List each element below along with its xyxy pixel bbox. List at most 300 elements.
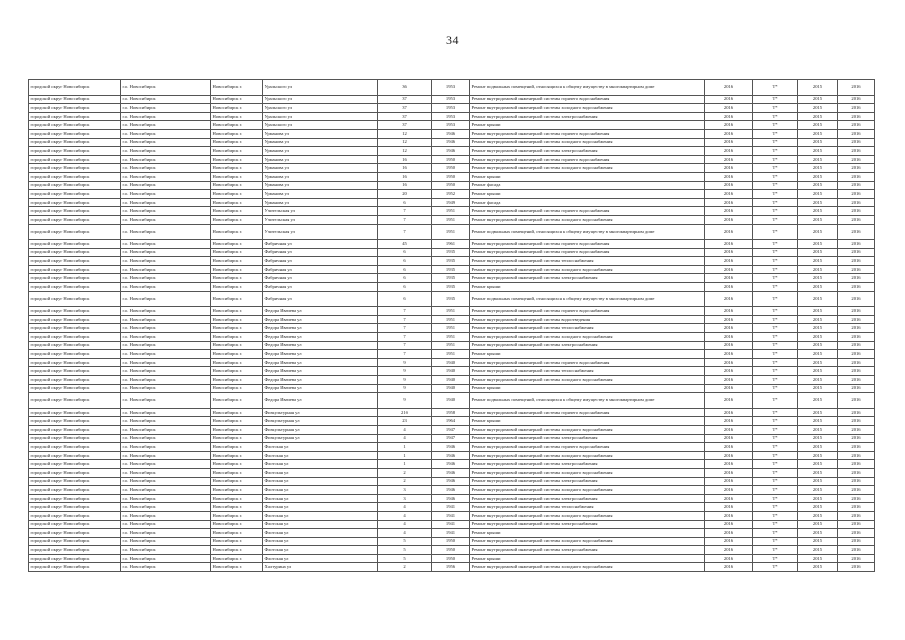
table-row bbox=[29, 529, 875, 538]
cell-locality: Новосибирск г. bbox=[211, 350, 263, 359]
cell-house-number: 6 bbox=[378, 198, 432, 207]
cell-period-end: 2016 bbox=[838, 80, 875, 96]
cell-city-district: г.о. Новосибирск bbox=[121, 341, 211, 350]
cell-work-type: Ремонт внутридомовой инженерной системы холодного водоснабжения bbox=[470, 265, 705, 274]
cell-period-end: 2016 bbox=[838, 384, 875, 393]
cell-house-number: 4 bbox=[378, 434, 432, 443]
cell-period-end: 2016 bbox=[838, 129, 875, 138]
cell-period-start: 2015 bbox=[798, 265, 838, 274]
cell-period-start: 2015 bbox=[798, 350, 838, 359]
cell-plan-year: 2016 bbox=[705, 520, 753, 529]
cell-build-year: 1941 bbox=[432, 520, 470, 529]
cell-municipal-district: городской округ Новосибирск bbox=[29, 121, 121, 130]
cell-period-start: 2015 bbox=[798, 172, 838, 181]
cell-period-start: 2015 bbox=[798, 486, 838, 495]
cell-work-type: Ремонт внутридомовой инженерной системы горячего водоснабжения bbox=[470, 408, 705, 417]
table-row bbox=[29, 468, 875, 477]
table-row bbox=[29, 554, 875, 563]
cell-period-start: 2015 bbox=[798, 563, 838, 572]
cell-house-number: 45 bbox=[378, 240, 432, 249]
cell-mark: Т* bbox=[753, 265, 798, 274]
cell-mark: Т* bbox=[753, 451, 798, 460]
cell-city-district: г.о. Новосибирск bbox=[121, 554, 211, 563]
cell-mark: Т* bbox=[753, 248, 798, 257]
cell-period-start: 2015 bbox=[798, 315, 838, 324]
cell-plan-year: 2016 bbox=[705, 350, 753, 359]
cell-period-start: 2015 bbox=[798, 417, 838, 426]
cell-city-district: г.о. Новосибирск bbox=[121, 529, 211, 538]
cell-mark: Т* bbox=[753, 155, 798, 164]
cell-period-start: 2015 bbox=[798, 80, 838, 96]
cell-work-type: Ремонт внутридомовой инженерной системы горячего водоснабжения bbox=[470, 129, 705, 138]
cell-city-district: г.о. Новосибирск bbox=[121, 443, 211, 452]
cell-city-district: г.о. Новосибирск bbox=[121, 350, 211, 359]
table-row bbox=[29, 486, 875, 495]
cell-plan-year: 2016 bbox=[705, 80, 753, 96]
table-row bbox=[29, 520, 875, 529]
cell-plan-year: 2016 bbox=[705, 468, 753, 477]
cell-build-year: 1951 bbox=[432, 341, 470, 350]
cell-period-start: 2015 bbox=[798, 460, 838, 469]
table-row bbox=[29, 376, 875, 385]
cell-build-year: 1935 bbox=[432, 248, 470, 257]
cell-period-start: 2015 bbox=[798, 477, 838, 486]
table-row bbox=[29, 80, 875, 96]
cell-plan-year: 2016 bbox=[705, 376, 753, 385]
cell-period-end: 2016 bbox=[838, 324, 875, 333]
cell-city-district: г.о. Новосибирск bbox=[121, 486, 211, 495]
table-row bbox=[29, 494, 875, 503]
cell-work-type: Ремонт внутридомовой инженерной системы горячего водоснабжения bbox=[470, 307, 705, 316]
cell-municipal-district: городской округ Новосибирск bbox=[29, 417, 121, 426]
cell-municipal-district: городской округ Новосибирск bbox=[29, 257, 121, 266]
cell-house-number: 5 bbox=[378, 537, 432, 546]
cell-work-type: Ремонт внутридомовой инженерной системы горячего водоснабжения bbox=[470, 443, 705, 452]
cell-municipal-district: городской округ Новосибирск bbox=[29, 537, 121, 546]
cell-locality: Новосибирск г. bbox=[211, 393, 263, 409]
cell-city-district: г.о. Новосибирск bbox=[121, 460, 211, 469]
table-row bbox=[29, 307, 875, 316]
cell-work-type: Ремонт внутридомовой инженерной системы электроснабжения bbox=[470, 546, 705, 555]
cell-locality: Новосибирск г. bbox=[211, 425, 263, 434]
table-row bbox=[29, 503, 875, 512]
cell-municipal-district: городской округ Новосибирск bbox=[29, 129, 121, 138]
cell-build-year: 1940 bbox=[432, 384, 470, 393]
table-row bbox=[29, 341, 875, 350]
cell-locality: Новосибирск г. bbox=[211, 486, 263, 495]
cell-mark: Т* bbox=[753, 503, 798, 512]
cell-mark: Т* bbox=[753, 393, 798, 409]
cell-work-type: Ремонт внутридомовой инженерной системы холодного водоснабжения bbox=[470, 425, 705, 434]
cell-municipal-district: городской округ Новосибирск bbox=[29, 451, 121, 460]
cell-build-year: 1946 bbox=[432, 138, 470, 147]
cell-work-type: Ремонт внутридомовой инженерной системы электроснабжения bbox=[470, 520, 705, 529]
cell-house-number: 20 bbox=[378, 190, 432, 199]
cell-period-end: 2016 bbox=[838, 95, 875, 104]
cell-house-number: 3 bbox=[378, 486, 432, 495]
page-number: 34 bbox=[446, 33, 459, 47]
cell-period-end: 2016 bbox=[838, 434, 875, 443]
cell-period-start: 2015 bbox=[798, 434, 838, 443]
cell-municipal-district: городской округ Новосибирск bbox=[29, 333, 121, 342]
cell-locality: Новосибирск г. bbox=[211, 460, 263, 469]
cell-locality: Новосибирск г. bbox=[211, 274, 263, 283]
cell-city-district: г.о. Новосибирск bbox=[121, 224, 211, 240]
cell-mark: Т* bbox=[753, 554, 798, 563]
table-row bbox=[29, 384, 875, 393]
cell-street: Фабричная ул bbox=[263, 257, 378, 266]
cell-build-year: 1953 bbox=[432, 80, 470, 96]
cell-municipal-district: городской округ Новосибирск bbox=[29, 376, 121, 385]
table-row bbox=[29, 283, 875, 292]
cell-plan-year: 2016 bbox=[705, 257, 753, 266]
cell-municipal-district: городской округ Новосибирск bbox=[29, 164, 121, 173]
cell-municipal-district: городской округ Новосибирск bbox=[29, 181, 121, 190]
cell-street: Физкультурная ул bbox=[263, 434, 378, 443]
cell-street: Федора Ивачева ул bbox=[263, 350, 378, 359]
cell-municipal-district: городской округ Новосибирск bbox=[29, 367, 121, 376]
cell-period-end: 2016 bbox=[838, 172, 875, 181]
table-row bbox=[29, 408, 875, 417]
cell-house-number: 16 bbox=[378, 181, 432, 190]
cell-house-number: 6 bbox=[378, 265, 432, 274]
cell-locality: Новосибирск г. bbox=[211, 434, 263, 443]
cell-locality: Новосибирск г. bbox=[211, 563, 263, 572]
cell-work-type: Ремонт внутридомовой инженерной системы электроснабжения bbox=[470, 460, 705, 469]
cell-period-end: 2016 bbox=[838, 408, 875, 417]
cell-house-number: 4 bbox=[378, 503, 432, 512]
repair-program-table bbox=[28, 79, 875, 572]
cell-period-end: 2016 bbox=[838, 155, 875, 164]
cell-municipal-district: городской округ Новосибирск bbox=[29, 408, 121, 417]
cell-locality: Новосибирск г. bbox=[211, 307, 263, 316]
cell-locality: Новосибирск г. bbox=[211, 181, 263, 190]
cell-mark: Т* bbox=[753, 350, 798, 359]
cell-build-year: 1941 bbox=[432, 511, 470, 520]
cell-build-year: 1950 bbox=[432, 554, 470, 563]
cell-build-year: 1946 bbox=[432, 451, 470, 460]
cell-house-number: 5 bbox=[378, 546, 432, 555]
cell-street: Физкультурная ул bbox=[263, 408, 378, 417]
cell-city-district: г.о. Новосибирск bbox=[121, 240, 211, 249]
cell-period-end: 2016 bbox=[838, 224, 875, 240]
cell-city-district: г.о. Новосибирск bbox=[121, 546, 211, 555]
cell-city-district: г.о. Новосибирск bbox=[121, 164, 211, 173]
cell-street: Флотская ул bbox=[263, 486, 378, 495]
cell-work-type: Ремонт внутридомовой инженерной системы электроснабжения bbox=[470, 147, 705, 156]
table-row bbox=[29, 224, 875, 240]
table-row bbox=[29, 121, 875, 130]
cell-period-end: 2016 bbox=[838, 546, 875, 555]
cell-plan-year: 2016 bbox=[705, 104, 753, 113]
cell-period-end: 2016 bbox=[838, 520, 875, 529]
cell-plan-year: 2016 bbox=[705, 215, 753, 224]
cell-period-end: 2016 bbox=[838, 104, 875, 113]
cell-city-district: г.о. Новосибирск bbox=[121, 358, 211, 367]
cell-plan-year: 2016 bbox=[705, 224, 753, 240]
cell-period-end: 2016 bbox=[838, 265, 875, 274]
table-row bbox=[29, 207, 875, 216]
cell-street: Федора Ивачева ул bbox=[263, 315, 378, 324]
cell-mark: Т* bbox=[753, 198, 798, 207]
cell-street: Флотская ул bbox=[263, 520, 378, 529]
cell-locality: Новосибирск г. bbox=[211, 147, 263, 156]
cell-plan-year: 2016 bbox=[705, 358, 753, 367]
cell-build-year: 1946 bbox=[432, 443, 470, 452]
cell-work-type: Ремонт внутридомовой инженерной системы горячего водоснабжения bbox=[470, 95, 705, 104]
cell-plan-year: 2016 bbox=[705, 147, 753, 156]
cell-plan-year: 2016 bbox=[705, 494, 753, 503]
cell-city-district: г.о. Новосибирск bbox=[121, 129, 211, 138]
cell-build-year: 1958 bbox=[432, 408, 470, 417]
cell-build-year: 1940 bbox=[432, 393, 470, 409]
cell-city-district: г.о. Новосибирск bbox=[121, 494, 211, 503]
cell-locality: Новосибирск г. bbox=[211, 333, 263, 342]
cell-mark: Т* bbox=[753, 537, 798, 546]
cell-plan-year: 2016 bbox=[705, 155, 753, 164]
cell-locality: Новосибирск г. bbox=[211, 554, 263, 563]
cell-work-type: Ремонт крыши bbox=[470, 529, 705, 538]
cell-locality: Новосибирск г. bbox=[211, 451, 263, 460]
cell-work-type: Ремонт внутридомовой инженерной системы холодного водоснабжения bbox=[470, 486, 705, 495]
cell-build-year: 1950 bbox=[432, 155, 470, 164]
cell-house-number: 7 bbox=[378, 324, 432, 333]
cell-street: Федора Ивачева ул bbox=[263, 333, 378, 342]
cell-house-number: 7 bbox=[378, 350, 432, 359]
cell-municipal-district: городской округ Новосибирск bbox=[29, 486, 121, 495]
cell-municipal-district: городской округ Новосибирск bbox=[29, 443, 121, 452]
cell-mark: Т* bbox=[753, 164, 798, 173]
cell-plan-year: 2016 bbox=[705, 274, 753, 283]
cell-street: Федора Ивачева ул bbox=[263, 307, 378, 316]
cell-build-year: 1952 bbox=[432, 190, 470, 199]
cell-mark: Т* bbox=[753, 291, 798, 307]
cell-period-start: 2015 bbox=[798, 164, 838, 173]
cell-house-number: 4 bbox=[378, 529, 432, 538]
cell-municipal-district: городской округ Новосибирск bbox=[29, 384, 121, 393]
cell-street: Флотская ул bbox=[263, 477, 378, 486]
cell-period-start: 2015 bbox=[798, 224, 838, 240]
cell-mark: Т* bbox=[753, 408, 798, 417]
cell-mark: Т* bbox=[753, 460, 798, 469]
table-row bbox=[29, 104, 875, 113]
cell-mark: Т* bbox=[753, 324, 798, 333]
cell-locality: Новосибирск г. bbox=[211, 367, 263, 376]
cell-period-end: 2016 bbox=[838, 291, 875, 307]
cell-work-type: Ремонт внутридомовой инженерной системы теплоснабжения bbox=[470, 503, 705, 512]
cell-municipal-district: городской округ Новосибирск bbox=[29, 563, 121, 572]
cell-work-type: Ремонт подвальных помещений, относящихся к общему имуществу в многоквартирном доме bbox=[470, 291, 705, 307]
table-row bbox=[29, 563, 875, 572]
cell-period-start: 2015 bbox=[798, 468, 838, 477]
cell-municipal-district: городской округ Новосибирск bbox=[29, 341, 121, 350]
cell-municipal-district: городской округ Новосибирск bbox=[29, 350, 121, 359]
cell-city-district: г.о. Новосибирск bbox=[121, 104, 211, 113]
cell-house-number: 4 bbox=[378, 425, 432, 434]
cell-work-type: Ремонт внутридомовой инженерной системы водоотведения bbox=[470, 315, 705, 324]
table-row bbox=[29, 451, 875, 460]
table-row bbox=[29, 129, 875, 138]
cell-municipal-district: городской округ Новосибирск bbox=[29, 460, 121, 469]
cell-street: Фабричная ул bbox=[263, 274, 378, 283]
cell-work-type: Ремонт внутридомовой инженерной системы холодного водоснабжения bbox=[470, 511, 705, 520]
cell-locality: Новосибирск г. bbox=[211, 520, 263, 529]
cell-period-end: 2016 bbox=[838, 503, 875, 512]
cell-work-type: Ремонт внутридомовой инженерной системы теплоснабжения bbox=[470, 257, 705, 266]
cell-street: Уральского ул bbox=[263, 80, 378, 96]
cell-municipal-district: городской округ Новосибирск bbox=[29, 224, 121, 240]
cell-house-number: 6 bbox=[378, 274, 432, 283]
cell-municipal-district: городской округ Новосибирск bbox=[29, 138, 121, 147]
cell-municipal-district: городской округ Новосибирск bbox=[29, 511, 121, 520]
cell-street: Уральского ул bbox=[263, 95, 378, 104]
cell-period-start: 2015 bbox=[798, 384, 838, 393]
cell-house-number: 9 bbox=[378, 384, 432, 393]
cell-build-year: 1951 bbox=[432, 350, 470, 359]
cell-work-type: Ремонт фасада bbox=[470, 181, 705, 190]
cell-plan-year: 2016 bbox=[705, 129, 753, 138]
table-row bbox=[29, 138, 875, 147]
cell-house-number: 9 bbox=[378, 367, 432, 376]
cell-work-type: Ремонт внутридомовой инженерной системы холодного водоснабжения bbox=[470, 333, 705, 342]
table-row bbox=[29, 434, 875, 443]
cell-city-district: г.о. Новосибирск bbox=[121, 468, 211, 477]
cell-house-number: 1 bbox=[378, 460, 432, 469]
cell-period-end: 2016 bbox=[838, 207, 875, 216]
cell-mark: Т* bbox=[753, 520, 798, 529]
cell-street: Уральского ул bbox=[263, 112, 378, 121]
cell-period-start: 2015 bbox=[798, 155, 838, 164]
cell-house-number: 4 bbox=[378, 511, 432, 520]
cell-work-type: Ремонт внутридомовой инженерной системы электроснабжения bbox=[470, 477, 705, 486]
cell-house-number: 37 bbox=[378, 112, 432, 121]
cell-build-year: 1951 bbox=[432, 315, 470, 324]
cell-street: Фабричная ул bbox=[263, 291, 378, 307]
cell-municipal-district: городской округ Новосибирск bbox=[29, 147, 121, 156]
cell-locality: Новосибирск г. bbox=[211, 155, 263, 164]
cell-house-number: 7 bbox=[378, 207, 432, 216]
cell-city-district: г.о. Новосибирск bbox=[121, 291, 211, 307]
cell-build-year: 1940 bbox=[432, 367, 470, 376]
cell-street: Физкультурная ул bbox=[263, 425, 378, 434]
cell-period-end: 2016 bbox=[838, 376, 875, 385]
cell-build-year: 1947 bbox=[432, 434, 470, 443]
cell-period-start: 2015 bbox=[798, 283, 838, 292]
cell-plan-year: 2016 bbox=[705, 341, 753, 350]
cell-period-start: 2015 bbox=[798, 190, 838, 199]
table-row bbox=[29, 460, 875, 469]
cell-period-start: 2015 bbox=[798, 529, 838, 538]
cell-city-district: г.о. Новосибирск bbox=[121, 257, 211, 266]
cell-street: Флотская ул bbox=[263, 529, 378, 538]
cell-period-start: 2015 bbox=[798, 324, 838, 333]
cell-locality: Новосибирск г. bbox=[211, 494, 263, 503]
cell-mark: Т* bbox=[753, 181, 798, 190]
cell-municipal-district: городской округ Новосибирск bbox=[29, 358, 121, 367]
cell-build-year: 1946 bbox=[432, 486, 470, 495]
cell-plan-year: 2016 bbox=[705, 503, 753, 512]
cell-plan-year: 2016 bbox=[705, 529, 753, 538]
cell-city-district: г.о. Новосибирск bbox=[121, 155, 211, 164]
cell-mark: Т* bbox=[753, 546, 798, 555]
cell-build-year: 1964 bbox=[432, 417, 470, 426]
cell-house-number: 9 bbox=[378, 376, 432, 385]
cell-city-district: г.о. Новосибирск bbox=[121, 503, 211, 512]
cell-locality: Новосибирск г. bbox=[211, 511, 263, 520]
cell-city-district: г.о. Новосибирск bbox=[121, 265, 211, 274]
cell-street: Флотская ул bbox=[263, 554, 378, 563]
cell-street: Федора Ивачева ул bbox=[263, 367, 378, 376]
cell-street: Учительская ул bbox=[263, 215, 378, 224]
cell-period-end: 2016 bbox=[838, 198, 875, 207]
cell-municipal-district: городской округ Новосибирск bbox=[29, 494, 121, 503]
cell-street: Федора Ивачева ул bbox=[263, 341, 378, 350]
cell-build-year: 1951 bbox=[432, 207, 470, 216]
cell-build-year: 1946 bbox=[432, 468, 470, 477]
cell-mark: Т* bbox=[753, 358, 798, 367]
table-row bbox=[29, 333, 875, 342]
cell-city-district: г.о. Новосибирск bbox=[121, 147, 211, 156]
cell-period-end: 2016 bbox=[838, 248, 875, 257]
cell-build-year: 1940 bbox=[432, 376, 470, 385]
cell-locality: Новосибирск г. bbox=[211, 529, 263, 538]
cell-locality: Новосибирск г. bbox=[211, 477, 263, 486]
cell-build-year: 1951 bbox=[432, 333, 470, 342]
cell-work-type: Ремонт внутридомовой инженерной системы холодного водоснабжения bbox=[470, 537, 705, 546]
cell-build-year: 1947 bbox=[432, 425, 470, 434]
cell-house-number: 2 bbox=[378, 477, 432, 486]
cell-work-type: Ремонт внутридомовой инженерной системы электроснабжения bbox=[470, 341, 705, 350]
cell-house-number: 16 bbox=[378, 155, 432, 164]
cell-city-district: г.о. Новосибирск bbox=[121, 112, 211, 121]
table-row bbox=[29, 443, 875, 452]
cell-build-year: 1951 bbox=[432, 324, 470, 333]
cell-build-year: 1951 bbox=[432, 215, 470, 224]
cell-street: Флотская ул bbox=[263, 511, 378, 520]
table-row bbox=[29, 546, 875, 555]
cell-period-start: 2015 bbox=[798, 443, 838, 452]
cell-city-district: г.о. Новосибирск bbox=[121, 172, 211, 181]
cell-city-district: г.о. Новосибирск bbox=[121, 384, 211, 393]
cell-mark: Т* bbox=[753, 511, 798, 520]
cell-period-end: 2016 bbox=[838, 181, 875, 190]
cell-work-type: Ремонт крыши bbox=[470, 172, 705, 181]
cell-house-number: 5 bbox=[378, 554, 432, 563]
cell-municipal-district: городской округ Новосибирск bbox=[29, 248, 121, 257]
cell-locality: Новосибирск г. bbox=[211, 190, 263, 199]
cell-build-year: 1946 bbox=[432, 494, 470, 503]
cell-municipal-district: городской округ Новосибирск bbox=[29, 434, 121, 443]
cell-locality: Новосибирск г. bbox=[211, 215, 263, 224]
cell-mark: Т* bbox=[753, 147, 798, 156]
cell-street: Урманова ул bbox=[263, 129, 378, 138]
cell-mark: Т* bbox=[753, 443, 798, 452]
cell-mark: Т* bbox=[753, 104, 798, 113]
cell-house-number: 2 bbox=[378, 468, 432, 477]
cell-plan-year: 2016 bbox=[705, 393, 753, 409]
cell-mark: Т* bbox=[753, 95, 798, 104]
table-row bbox=[29, 257, 875, 266]
cell-city-district: г.о. Новосибирск bbox=[121, 425, 211, 434]
cell-period-start: 2015 bbox=[798, 425, 838, 434]
cell-locality: Новосибирск г. bbox=[211, 265, 263, 274]
cell-municipal-district: городской округ Новосибирск bbox=[29, 468, 121, 477]
cell-street: Урманова ул bbox=[263, 138, 378, 147]
cell-locality: Новосибирск г. bbox=[211, 384, 263, 393]
cell-locality: Новосибирск г. bbox=[211, 257, 263, 266]
cell-period-end: 2016 bbox=[838, 215, 875, 224]
cell-build-year: 1941 bbox=[432, 529, 470, 538]
